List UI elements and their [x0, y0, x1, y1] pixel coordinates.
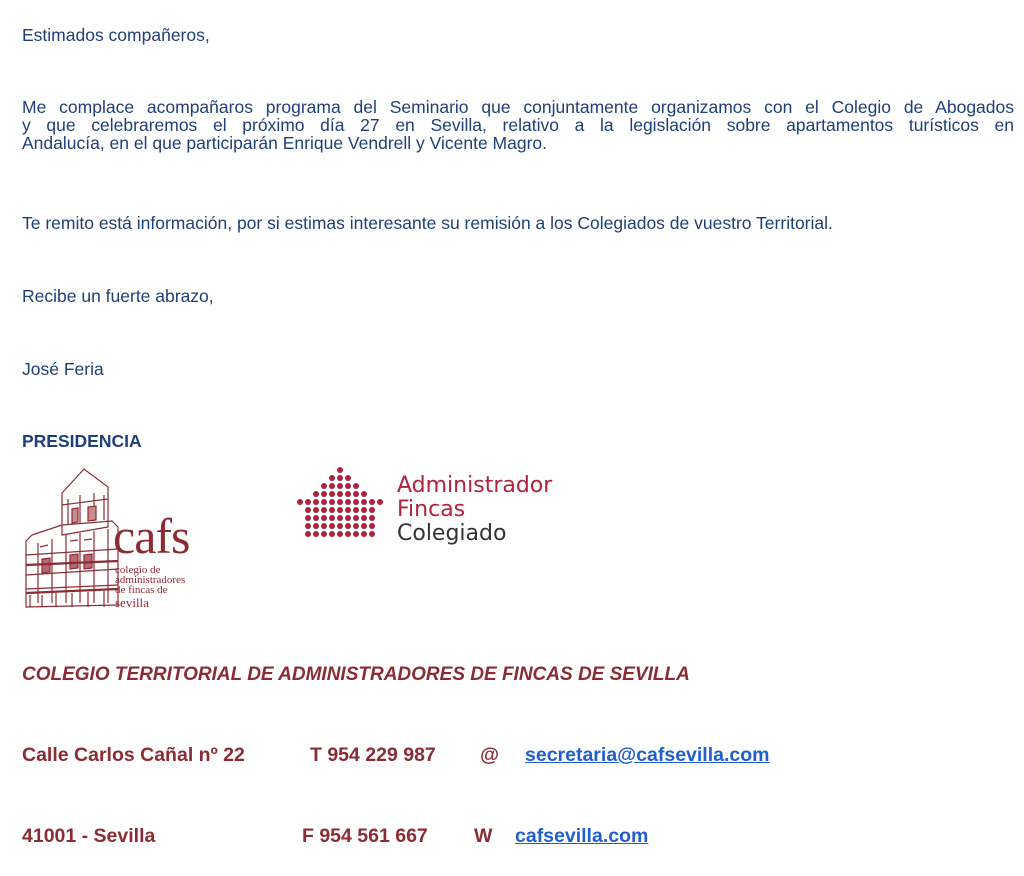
remit-paragraph: Te remito está información, por si estimas interesante su remisión a los Colegiados de vuestro Territorial. — [22, 213, 833, 233]
contact-phone: T 954 229 987 — [310, 744, 436, 766]
body-paragraph — [22, 98, 1014, 152]
contact-address: Calle Carlos Cañal nº 22 — [22, 744, 245, 766]
role-title: PRESIDENCIA — [22, 431, 142, 451]
contact-email-link[interactable]: secretaria@cafsevilla.com — [525, 744, 770, 766]
contact-postal: 41001 - Sevilla — [22, 825, 156, 847]
af-line-1: Administrador — [397, 473, 553, 498]
signature: José Feria — [22, 359, 104, 379]
contact-email-wrap — [525, 744, 770, 767]
af-line-3: Colegiado — [397, 521, 507, 546]
body-line-1: Me complace acompañaros programa del Seminario que conjuntamente organizamos con el Colegio de Abogados — [22, 97, 1014, 117]
org-name: COLEGIO TERRITORIAL DE ADMINISTRADORES DE FINCAS DE SEVILLA — [22, 664, 690, 685]
cafs-wordmark: cafs — [113, 508, 190, 564]
cafs-sub-2: administradores — [115, 574, 186, 586]
af-colegiado-logo — [292, 464, 562, 550]
contact-web-link[interactable]: cafsevilla.com — [515, 825, 649, 847]
cafs-logo — [22, 465, 208, 615]
web-icon: W — [474, 825, 493, 847]
af-line-2: Fincas — [397, 497, 466, 522]
body-line-3: Andalucía, en el que participarán Enrique Vendrell y Vicente Magro. — [22, 133, 548, 153]
cafs-sub-1: colegio de — [115, 564, 161, 576]
dot-house-icon — [292, 464, 388, 548]
cafs-sub-3: de fincas de — [115, 584, 168, 596]
cafs-sub-4: sevilla — [115, 595, 149, 610]
at-icon: @ — [480, 744, 500, 766]
contact-fax: F 954 561 667 — [302, 825, 428, 847]
closing: Recibe un fuerte abrazo, — [22, 286, 214, 306]
body-line-2: y que celebraremos el próximo día 27 en Sevilla, relativo a la legislación sobre apartamentos turísticos en — [22, 115, 1014, 135]
greeting: Estimados compañeros, — [22, 25, 210, 45]
contact-web-wrap — [515, 825, 648, 848]
